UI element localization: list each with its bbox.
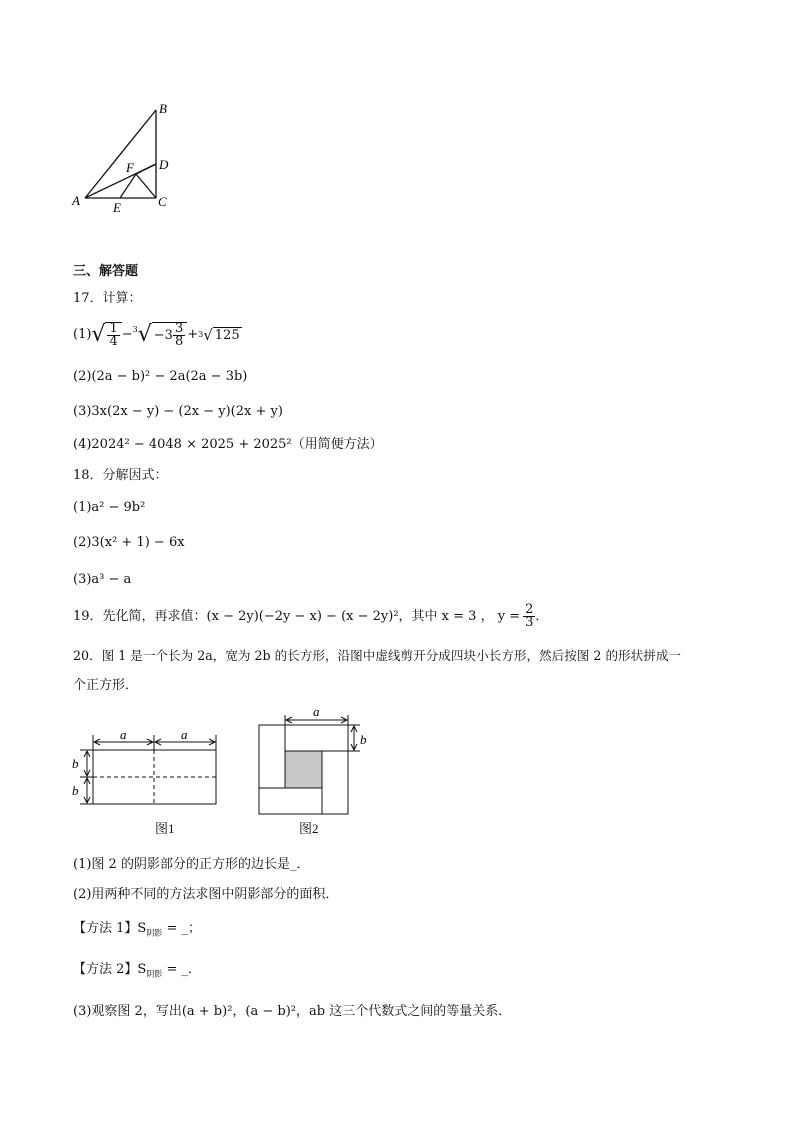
fig2-label-a: a <box>313 704 320 719</box>
q17-part3: (3)3x(2x − y) − (2x − y)(2x + y) <box>73 404 283 419</box>
frac-num: 2 <box>525 602 534 617</box>
q19-fraction <box>523 604 535 629</box>
q20-line1: 20．图 1 是一个长为 2a，宽为 2b 的长方形，沿图中虚线剪开分成四块小长方形，然后按图 2 的形状拼成一 <box>73 648 682 663</box>
frac-den: 8 <box>174 334 184 349</box>
method2-sub: 阴影 <box>146 969 163 979</box>
q20-line2: 个正方形． <box>73 678 139 693</box>
fig1-label-b: b <box>72 756 79 771</box>
fig2-caption: 图2 <box>299 821 319 836</box>
method1-sub: 阴影 <box>146 928 163 938</box>
part-number: (1) <box>73 327 92 342</box>
fig2-label-b: b <box>360 732 367 747</box>
q19-end: ． <box>535 608 549 624</box>
label-D: D <box>159 157 169 172</box>
fig1-caption: 图1 <box>155 821 175 836</box>
q19-text: 19．先化简，再求值：(x − 2y)(−2y − x) − (x − 2y)²，其中 x = 3 ， y = <box>73 608 521 624</box>
op-plus: + <box>187 327 199 342</box>
label-E: E <box>113 200 121 215</box>
q20-method1 <box>73 921 201 942</box>
figure-2 <box>250 702 380 822</box>
label-A: A <box>72 193 80 208</box>
cbrt-125: 3 √ 125 <box>198 325 240 344</box>
sqrt-expression: √ $\frac{1}{4}$ <box>91 322 121 348</box>
cbrt-expression: 3 √ −3 $\frac{3}{8}$ <box>133 322 188 348</box>
label-C: C <box>158 194 167 209</box>
q20-part3: (3)观察图 2，写出(a + b)²，(a − b)²，ab 这三个代数式之间的等量关系． <box>73 1004 512 1019</box>
section-title: 三、解答题 <box>73 264 139 279</box>
root-index: 3 <box>198 329 204 339</box>
label-B: B <box>159 101 167 116</box>
radicand: 125 <box>214 327 240 343</box>
fig1-label-a: a <box>120 727 127 742</box>
q18-part1: (1)a² − 9b² <box>73 500 146 515</box>
label-F: F <box>126 160 134 175</box>
q19 <box>73 604 548 629</box>
method1-label: 【方法 1】S <box>73 921 147 936</box>
frac-num: 3 <box>174 321 184 336</box>
frac-num: 1 <box>109 321 118 336</box>
triangle-figure <box>70 95 180 220</box>
q18-title: 18．分解因式： <box>73 468 168 483</box>
q17-title: 17．计算： <box>73 291 142 306</box>
q17-part4: (4)2024² − 4048 × 2025 + 2025²（用简便方法） <box>73 437 383 452</box>
q18-part2: (2)3(x² + 1) − 6x <box>73 535 185 550</box>
method2-label: 【方法 2】S <box>73 962 147 977</box>
q20-part1: (1)图 2 的阴影部分的正方形的边长是_． <box>73 857 310 872</box>
mixed-whole: −3 <box>153 328 173 343</box>
fig1-label-a2: a <box>181 727 188 742</box>
frac-den: 3 <box>525 615 534 630</box>
op-minus: − <box>121 327 133 342</box>
q17-part2: (2)(2a − b)² − 2a(2a − 3b) <box>73 369 248 384</box>
frac-den: 4 <box>109 334 118 349</box>
method2-tail: = _． <box>162 962 201 977</box>
q18-part3: (3)a³ − a <box>73 572 132 587</box>
q20-part2: (2)用两种不同的方法求图中阴影部分的面积． <box>73 887 339 902</box>
method1-tail: = _； <box>162 921 201 936</box>
root-index: 3 <box>132 325 138 334</box>
q17-part1 <box>73 322 242 348</box>
figure-1 <box>70 702 230 842</box>
fig1-label-b2: b <box>72 783 79 798</box>
q20-method2 <box>73 962 201 983</box>
